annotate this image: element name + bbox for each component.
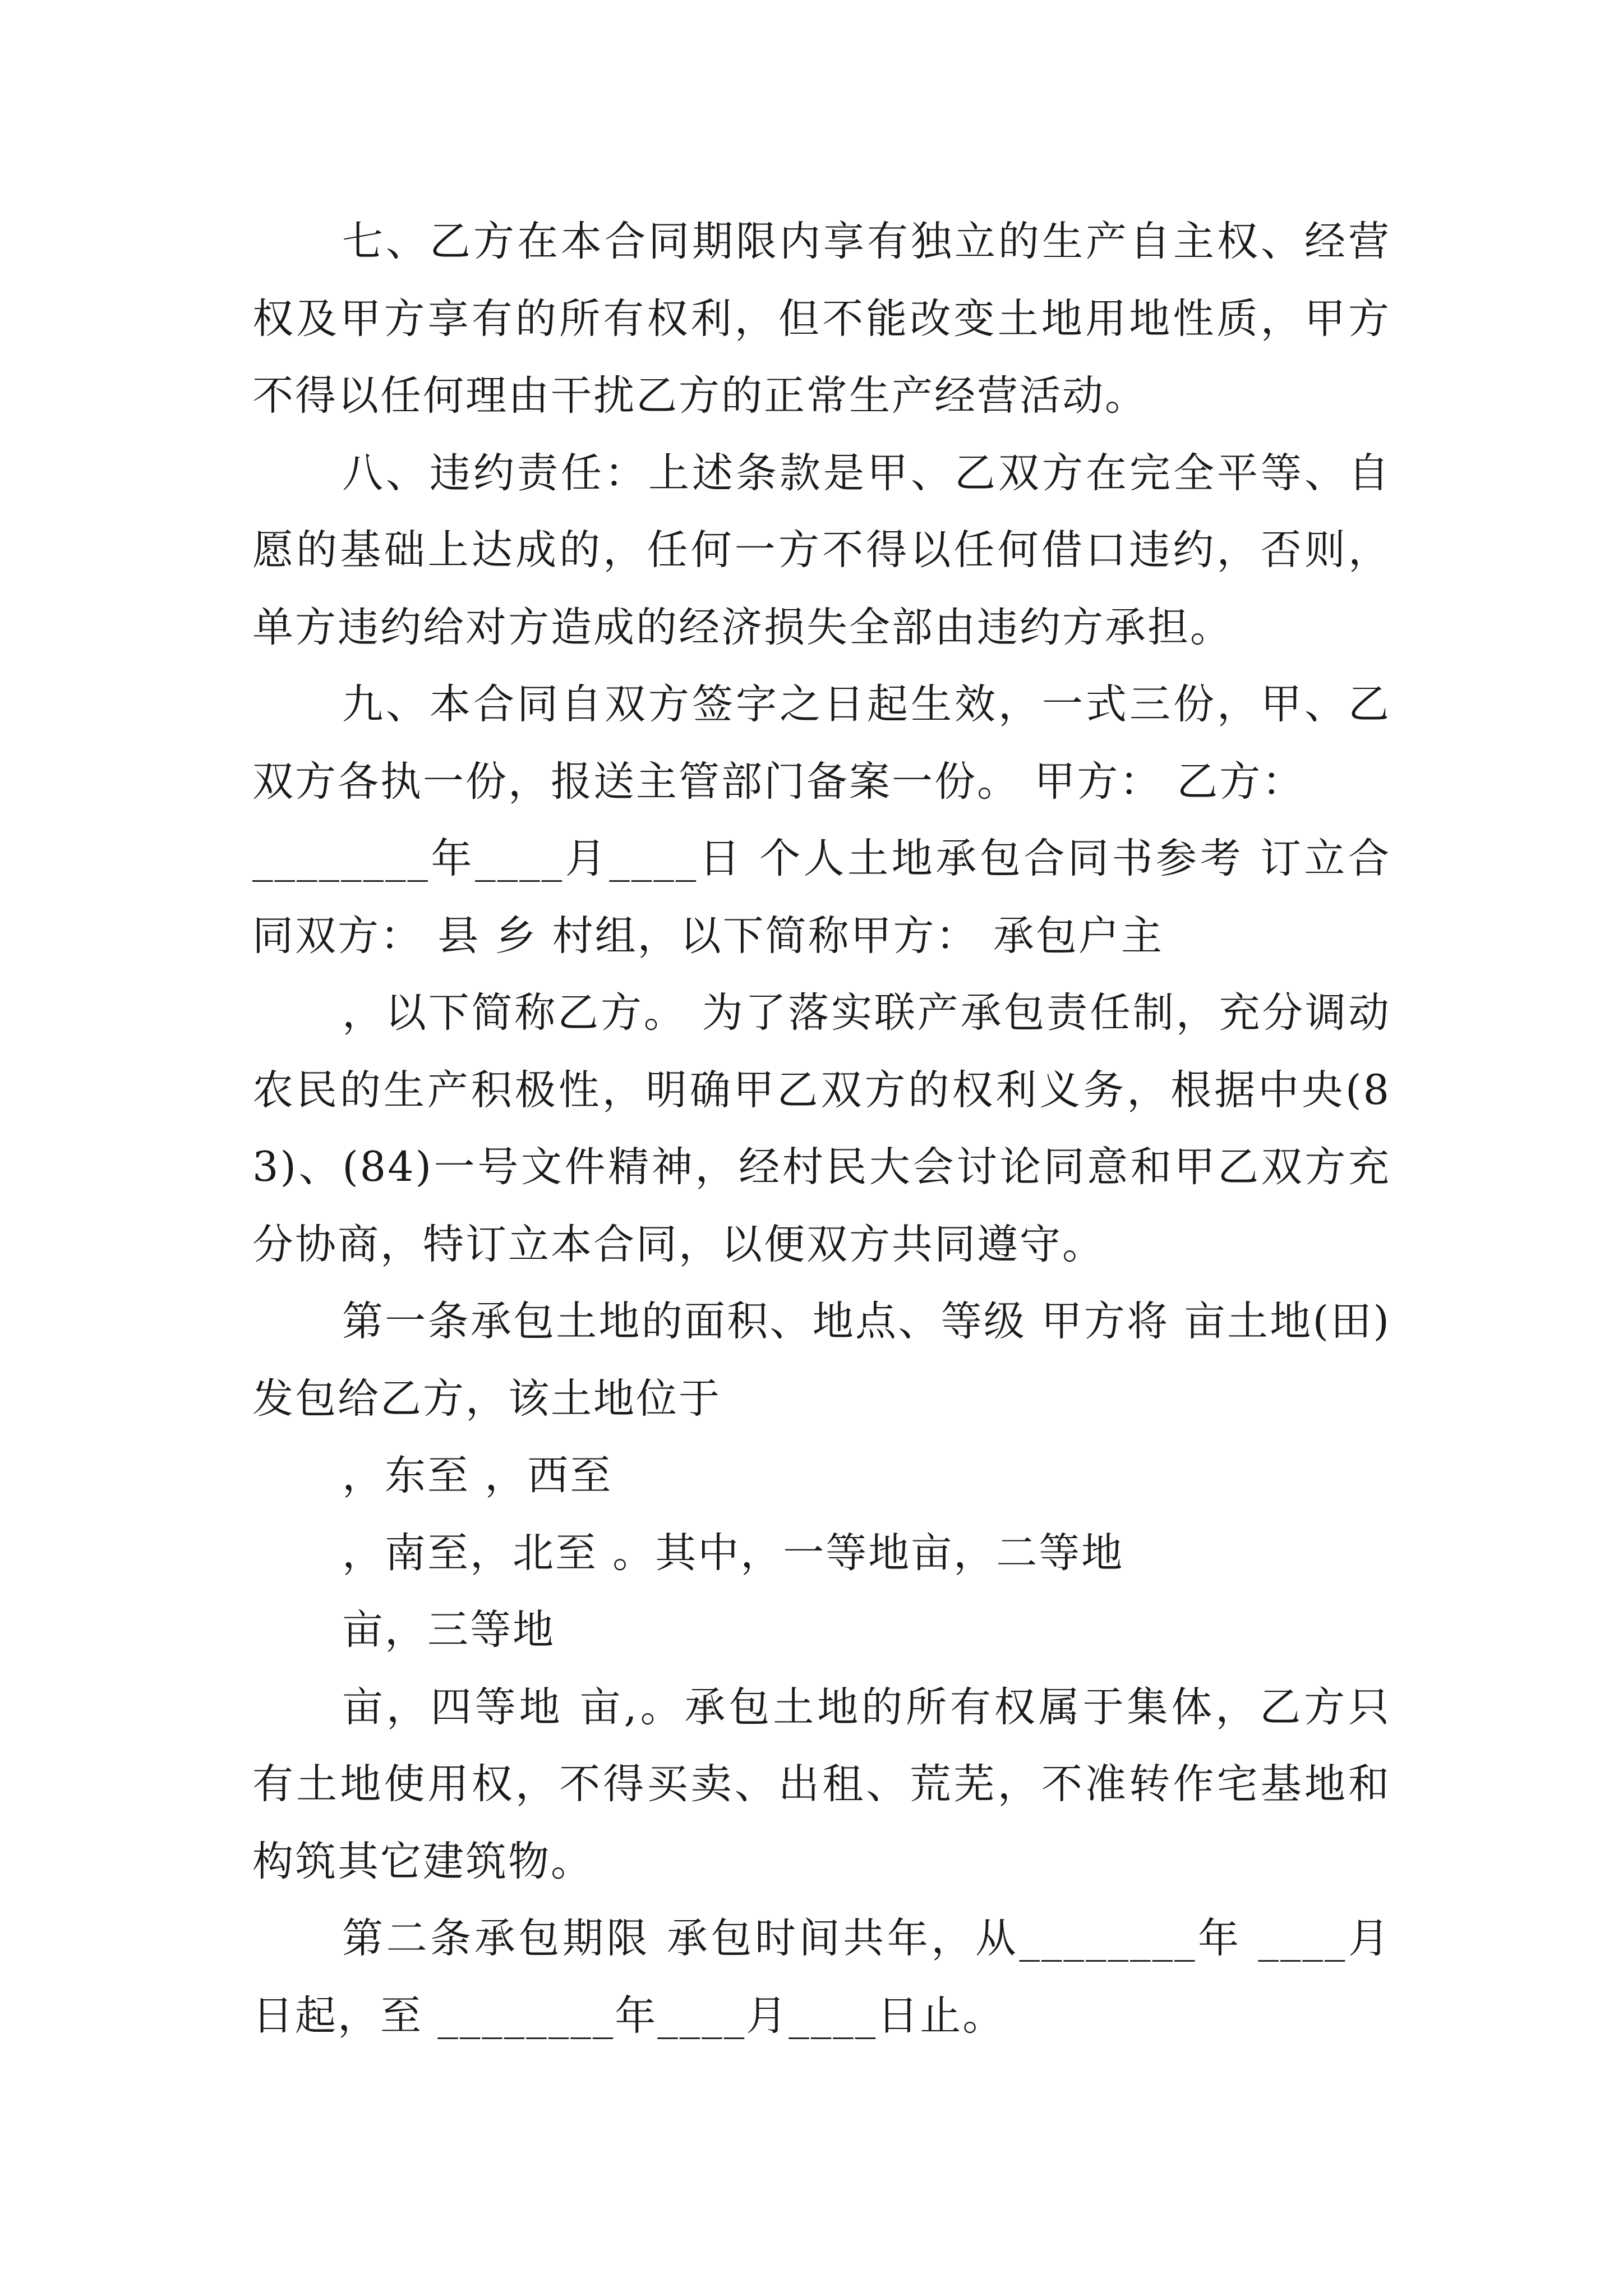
paragraph-clause-8-breach: 八、违约责任：上述条款是甲、乙双方在完全平等、自愿的基础上达成的，任何一方不得以任何借口违约，否则，单方违约给对方造成的经济损失全部由违约方承担。 (252, 449, 1391, 651)
paragraph-article-1-title: 第一条承包土地的面积、地点、等级 甲方将 亩土地(田)发包给乙方，该土地位于 (252, 1297, 1391, 1423)
paragraph-article-2-term: 第二条承包期限 承包时间共年，从________年 ____月日起，至 ________年____月____日止。 (252, 1915, 1391, 2040)
paragraph-grade-4-ownership: 亩，四等地 亩,。承包土地的所有权属于集体，乙方只有土地使用权，不得买卖、出租、荒芜，不准转作宅基地和构筑其它建筑物。 (252, 1683, 1391, 1885)
paragraph-date-and-parties: ________年____月____日 个人土地承包合同书参考 订立合同双方： 县 乡 村组，以下简称甲方： 承包户主 (252, 835, 1391, 960)
paragraph-boundary-south-north: ，南至，北至 。其中，一等地亩，二等地 (342, 1529, 1124, 1577)
paragraph-preamble: ，以下简称乙方。 为了落实联产承包责任制，充分调动农民的生产积极性，明确甲乙双方的权利义务，根据中央(83)、(84)一号文件精神，经村民大会讨论同意和甲乙双方充分协商，特订立本合同，以便双方共同遵守。 (252, 989, 1391, 1268)
paragraph-clause-7: 七、乙方在本合同期限内享有独立的生产自主权、经营权及甲方享有的所有权利，但不能改变土地用地性质，甲方不得以任何理由干扰乙方的正常生产经营活动。 (252, 218, 1391, 420)
document-body (252, 203, 1391, 2054)
paragraph-boundary-east-west: ，东至 ，西至 (342, 1452, 613, 1499)
paragraph-clause-9-effect: 九、本合同自双方签字之日起生效，一式三份，甲、乙双方各执一份，报送主管部门备案一份。 甲方： 乙方： (252, 680, 1391, 806)
paragraph-grade-3: 亩，三等地 (342, 1606, 555, 1654)
